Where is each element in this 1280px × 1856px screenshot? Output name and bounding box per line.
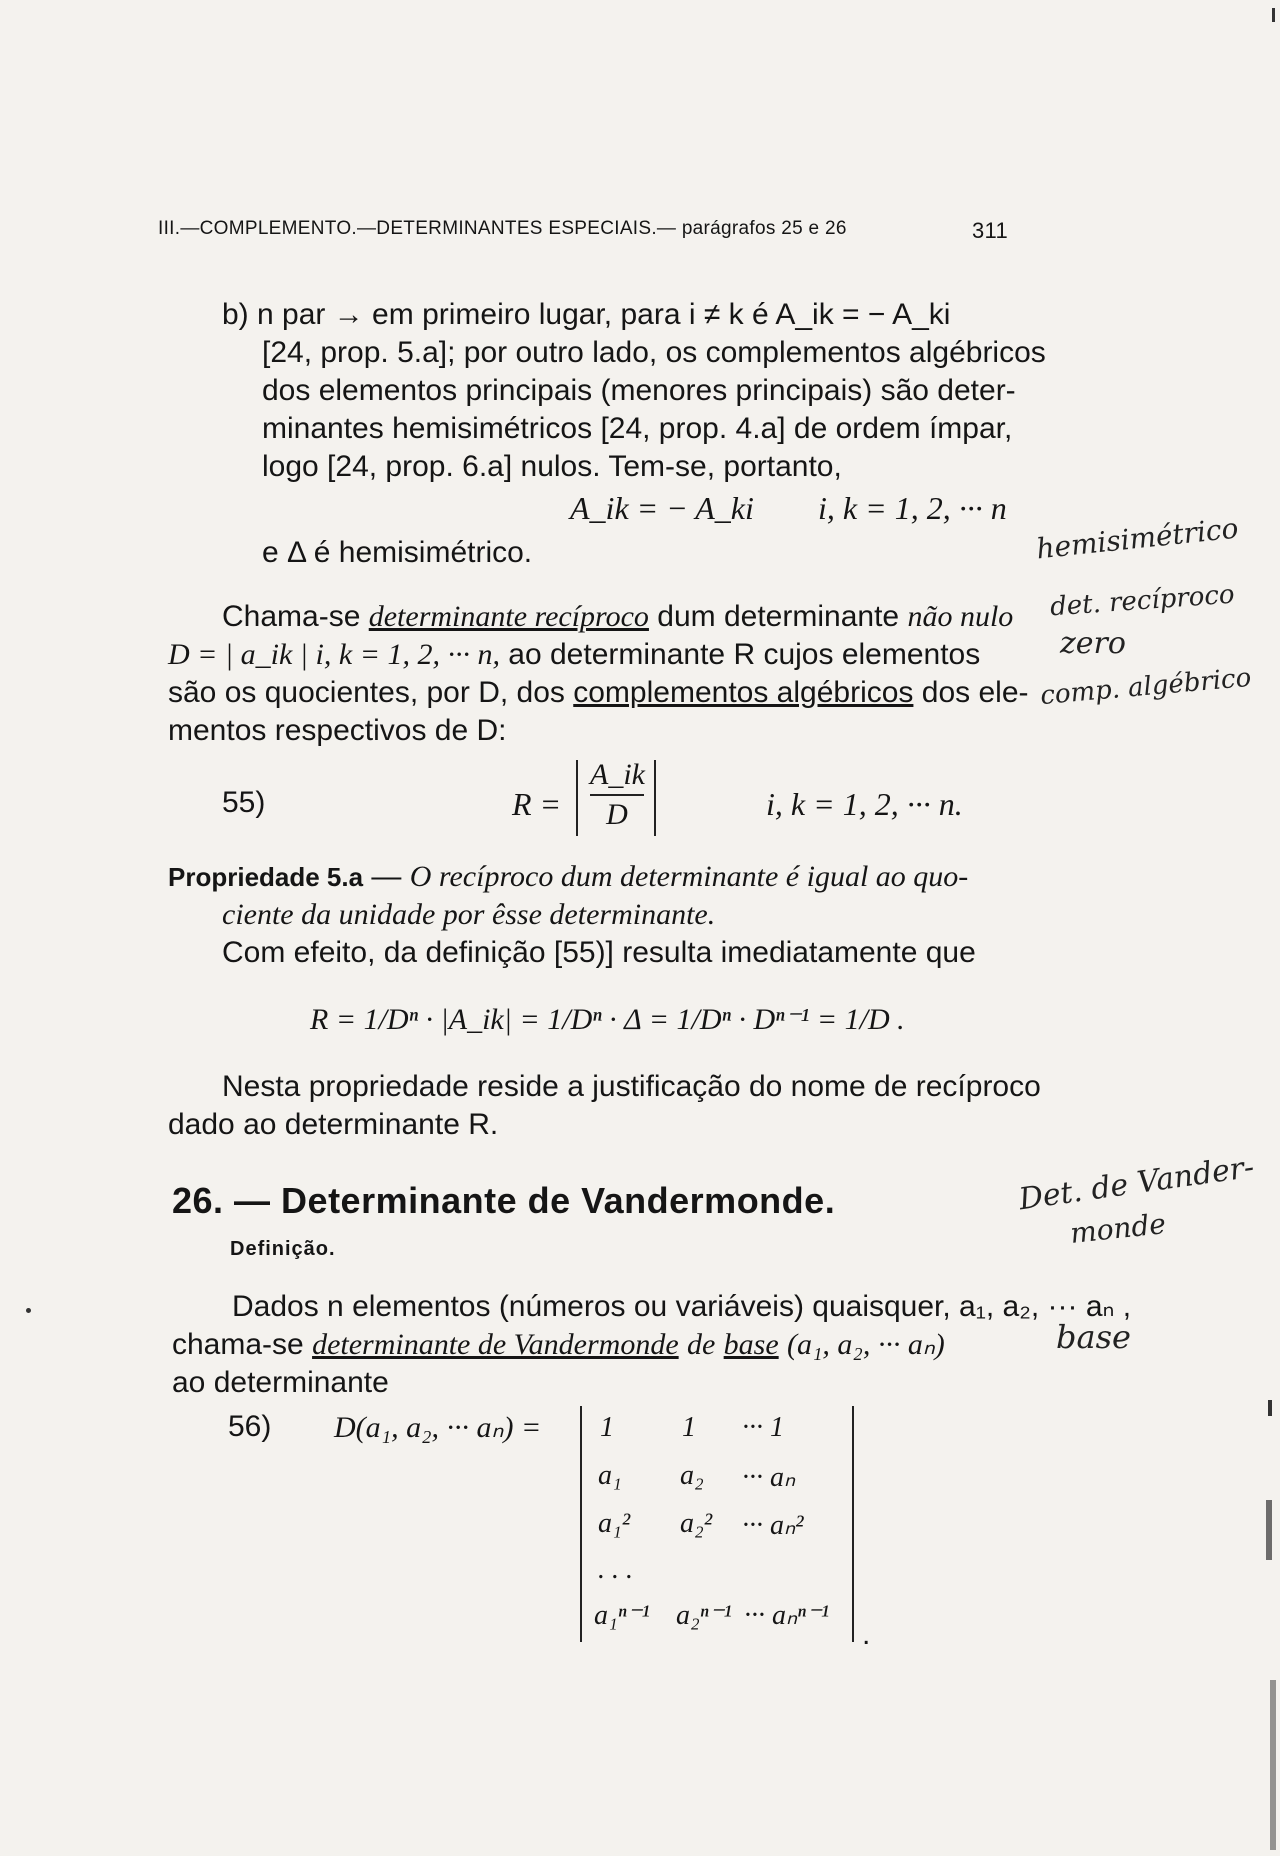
scan-mark [1270,1680,1276,1850]
matrix-cell: 1 [600,1412,614,1443]
handwritten-note-hemisimetrico: hemisimétrico [1034,511,1240,566]
propriedade-note-line2: dado ao determinante R. [168,1108,499,1141]
handwritten-note-zero: zero [1060,626,1126,661]
eq55-label: 55) [222,786,266,819]
eq55-bar-left [576,760,578,836]
running-title: III.—COMPLEMENTO.—DETERMINANTES ESPECIAIS.— parágrafos 25 e 26 [158,218,847,239]
propriedade-equation: R = 1/Dⁿ · |A_ik| = 1/Dⁿ · Δ = 1/Dⁿ · Dⁿ⁻¹ = 1/D . [310,1003,905,1036]
page-number: 311 [972,218,1008,243]
eq55-bar-right [654,760,656,836]
para-b-line3: dos elementos principais (menores principais) são deter- [262,374,1016,407]
vandermonde-line2: chama-se determinante de Vandermonde de base (a₁, a₂, ··· aₙ) [172,1328,945,1361]
section-heading: 26. — Determinante de Vandermonde. [172,1180,836,1221]
handwritten-note-vandermonde-2: monde [1068,1207,1168,1250]
vandermonde-line3: ao determinante [172,1366,389,1399]
para-b-line4: minantes hemisimétricos [24, prop. 4.a] de ordem ímpar, [262,412,1013,445]
eq55-fraction: A_ik D [590,758,645,831]
scan-mark [1272,8,1275,22]
handwritten-note-base: base [1056,1318,1131,1356]
def-reciproco-line2: D = | a_ik | i, k = 1, 2, ··· n, ao determinante R cujos elementos [168,638,981,671]
para-b-line1: b) n par → em primeiro lugar, para i ≠ k é A_ik = − A_ki [222,298,951,331]
matrix-cell: ··· aₙ² [742,1510,804,1541]
propriedade-note-line1: Nesta propriedade reside a justificação do nome de recíproco [222,1070,1041,1103]
handwritten-note-vandermonde-1: Det. de Vander- [1016,1149,1257,1218]
term-complementos-algebricos: complementos algébricos [573,676,914,709]
def-reciproco-line1: Chama-se determinante recíproco dum determinante não nulo [222,600,1014,633]
vandermonde-line1: Dados n elementos (números ou variáveis) quaisquer, a₁, a₂, ··· aₙ , [232,1290,1132,1323]
eq55-lhs: R = [512,786,562,822]
handwritten-note-det-reciproco: det. recíproco [1049,579,1236,623]
matrix-cell: a₁ [598,1460,622,1491]
matrix-cell: a₂² [680,1508,713,1539]
eq56-bar-right [852,1406,854,1642]
eq55-range: i, k = 1, 2, ··· n. [766,786,963,822]
matrix-cell: . . . [598,1554,633,1585]
eq56-bar-left [580,1406,582,1642]
matrix-cell: a₂ [680,1460,704,1491]
running-header [158,218,1008,243]
eq-antisymmetric-range: i, k = 1, 2, ··· n [818,490,1007,526]
para-b-line5: logo [24, prop. 6.a] nulos. Tem-se, portanto, [262,450,842,483]
propriedade-line1: Propriedade 5.a — O recíproco dum determinante é igual ao quo- [168,860,969,893]
term-determinante-vandermonde: determinante de Vandermonde [312,1328,679,1361]
eq56-end-dot: . [862,1618,871,1651]
propriedade-proof: Com efeito, da definição [55)] resulta imediatamente que [222,936,976,969]
scan-mark [1266,1500,1272,1560]
section-subtitle: Definição. [230,1238,336,1260]
matrix-cell: a₁² [598,1508,631,1539]
propriedade-label: Propriedade 5.a [168,862,364,892]
handwritten-note-comp-algebrico: comp. algébrico [1039,662,1253,712]
eq-antisymmetric-left: A_ik = − A_ki [570,490,754,526]
def-reciproco-line3: são os quocientes, por D, dos complementos algébricos dos ele- [168,676,1029,709]
matrix-cell: 1 [682,1412,696,1443]
matrix-cell: ··· aₙⁿ⁻¹ [744,1600,830,1631]
matrix-cell: ··· 1 [742,1412,784,1443]
eq56-label: 56) [228,1410,272,1443]
matrix-cell: a₂ⁿ⁻¹ [676,1600,732,1631]
scan-mark [1268,1400,1272,1416]
para-b-line6: e Δ é hemisimétrico. [262,536,533,569]
term-base: base [723,1328,779,1361]
eq56-lhs: D(a₁, a₂, ··· aₙ) = [334,1411,542,1444]
term-determinante-reciproco: determinante recíproco [368,600,649,633]
scan-mark [26,1308,31,1313]
para-b-line2: [24, prop. 5.a]; por outro lado, os complementos algébricos [262,336,1046,369]
matrix-cell: ··· aₙ [742,1462,796,1493]
matrix-cell: a₁ⁿ⁻¹ [594,1600,650,1631]
def-reciproco-line4: mentos respectivos de D: [168,714,507,747]
propriedade-line2: ciente da unidade por êsse determinante. [222,898,716,931]
